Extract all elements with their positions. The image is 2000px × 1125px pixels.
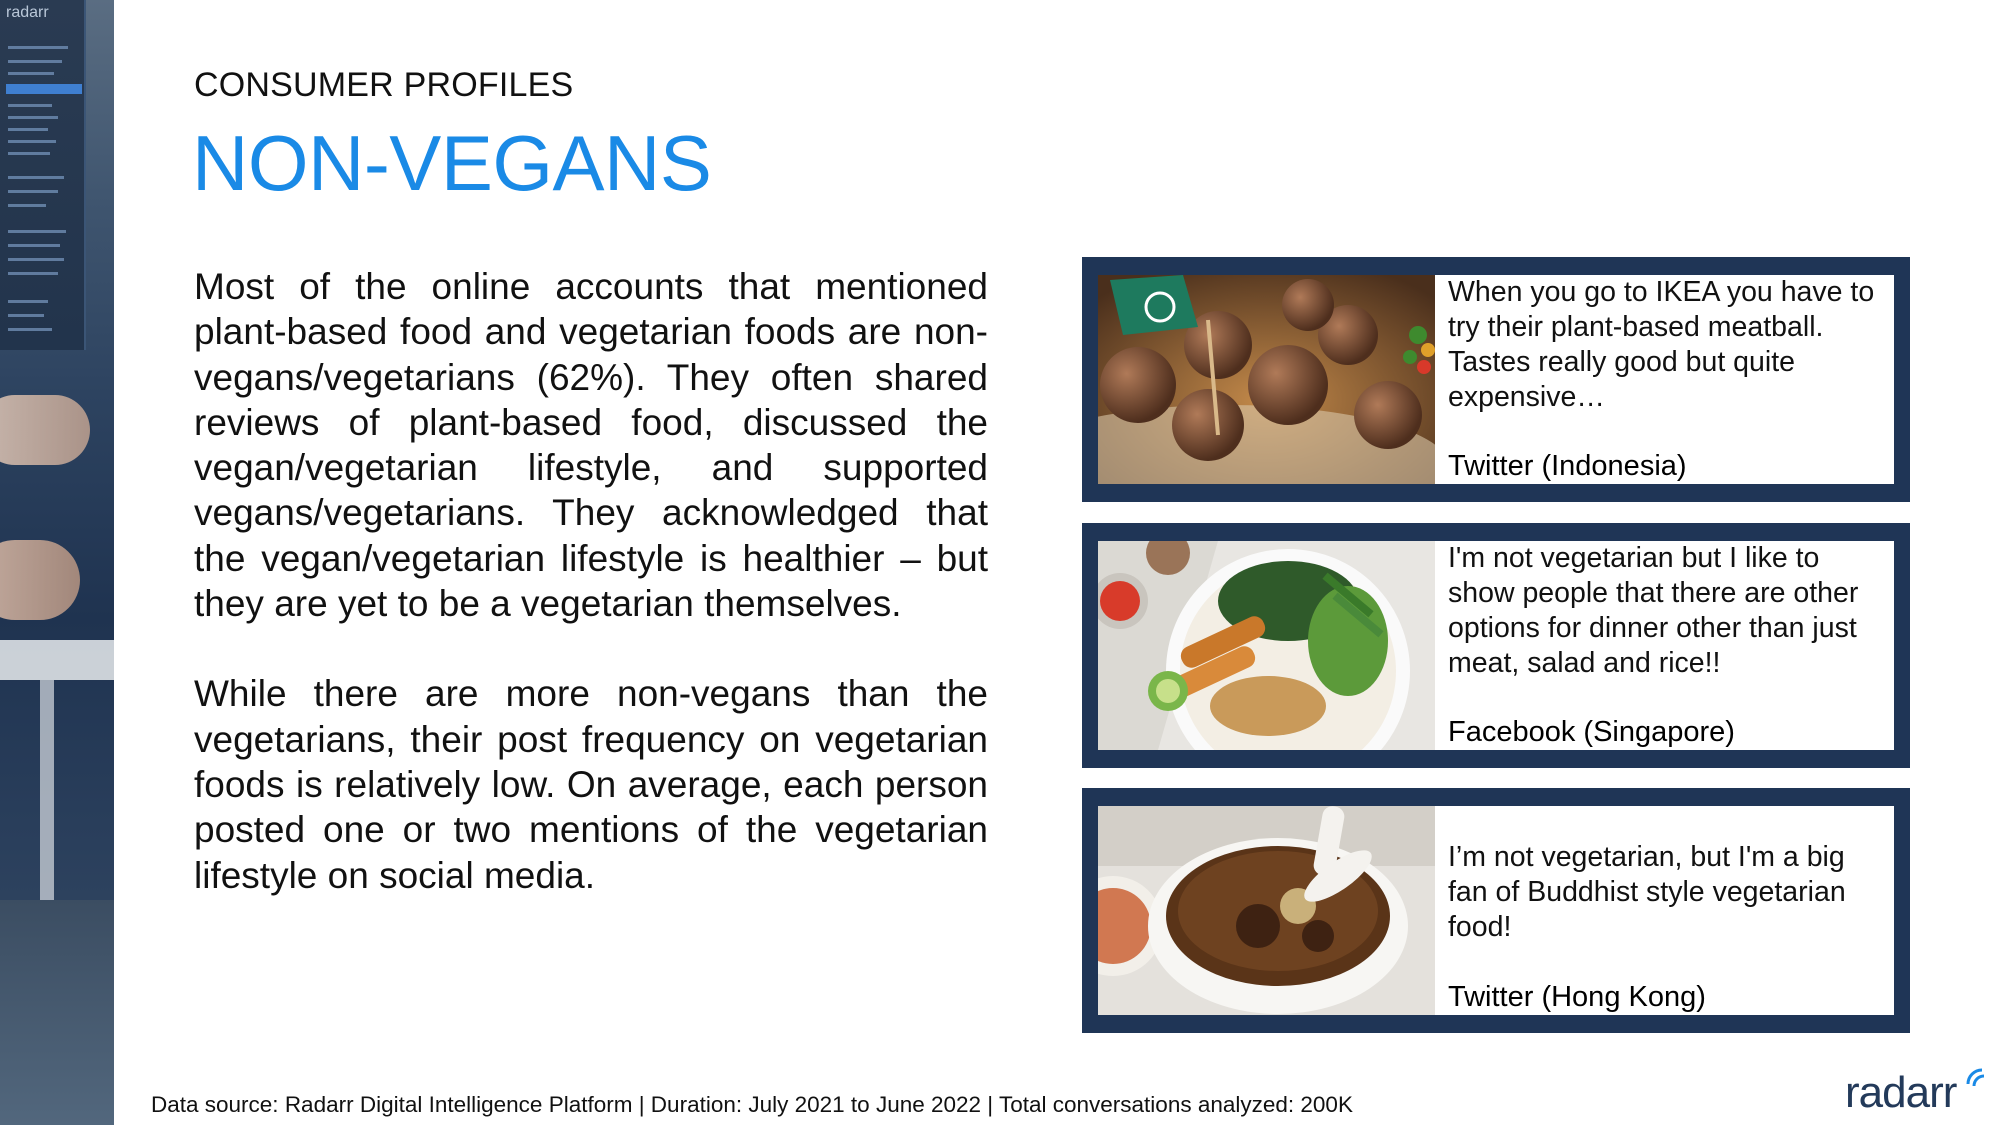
section-label: CONSUMER PROFILES (194, 66, 574, 104)
hand-photo (0, 395, 90, 465)
radarr-logo: radarr (1845, 1068, 1957, 1117)
body-paragraph-1: Most of the online accounts that mentioned plant-based food and vegetarian foods are non-vegans/vegetarians (62%). They often shared reviews of plant-based food, discussed the vegan/vegetarian lifestyle, and supported vegans/vegetarians. They acknowledged that the vegan/vegetarian lifestyle is healthier – but they are yet to be a vegetarian themselves. (194, 266, 988, 625)
data-source-note: Data source: Radarr Digital Intelligence Platform | Duration: July 2021 to June 2022 | Total conversations analyzed: 200K (151, 1092, 1353, 1117)
dashboard-logo-image: radarr (6, 4, 49, 21)
quote-text-block (1435, 275, 1894, 484)
quote-text: When you go to IKEA you have to try their plant-based meatball. Tastes really good but quite expensive… (1448, 276, 1875, 413)
quote-text: I’m not vegetarian, but I'm a big fan of Buddhist style vegetarian food! (1448, 841, 1846, 943)
radarr-logo-waves-icon (1964, 1064, 1994, 1094)
quote-text-block (1435, 541, 1894, 750)
page-title: NON-VEGANS (192, 119, 712, 207)
body-paragraph-2: While there are more non-vegans than the vegetarians, their post frequency on vegetarian foods is relatively low. On average, each person posted one or two mentions of the vegetarian lifestyle on social media. (194, 673, 988, 896)
meatballs-photo (1098, 275, 1435, 484)
dashboard-highlight (6, 84, 82, 94)
quote-source: Twitter (Hong Kong) (1448, 981, 1706, 1013)
quote-card-3 (1082, 788, 1910, 1033)
quote-card-1 (1082, 257, 1910, 502)
soup-bowl-photo (1098, 806, 1435, 1015)
floor-photo (0, 900, 114, 1125)
salad-bowl-photo (1098, 541, 1435, 750)
table-edge-photo (0, 640, 114, 680)
quote-text: I'm not vegetarian but I like to show people that there are other options for dinner other than just meat, salad and rice!! (1448, 542, 1859, 679)
background-photo-strip (0, 0, 114, 1125)
dashboard-thumbnail (0, 0, 86, 350)
quote-source: Twitter (Indonesia) (1448, 450, 1687, 482)
arm-photo (0, 540, 80, 620)
quote-card-2 (1082, 523, 1910, 768)
quote-text-block (1435, 806, 1894, 1015)
body-text (194, 264, 988, 898)
quote-source: Facebook (Singapore) (1448, 716, 1735, 748)
